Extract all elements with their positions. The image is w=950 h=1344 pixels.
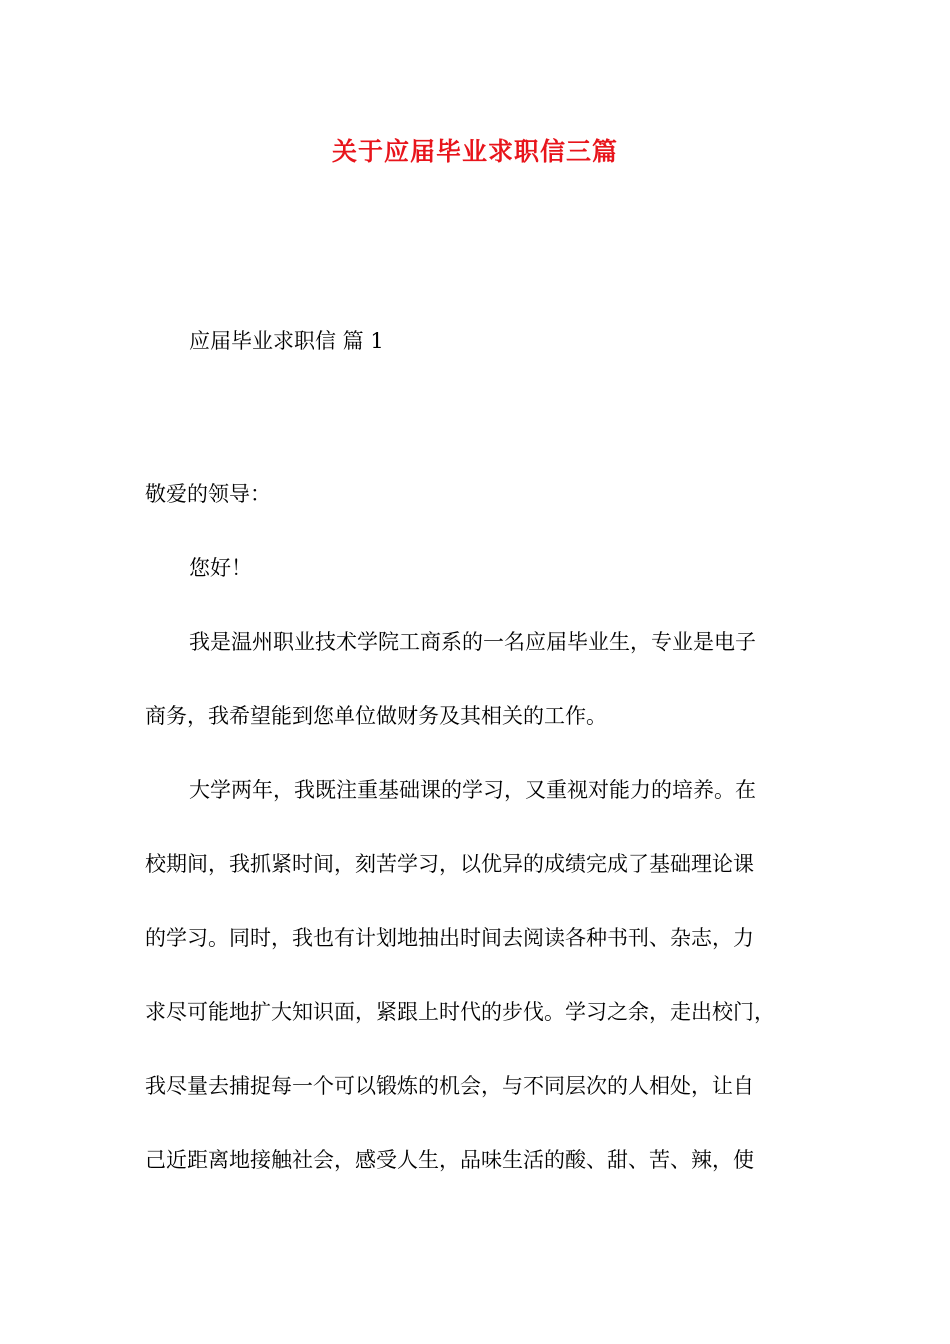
greeting: 您好！ [189, 556, 252, 580]
paragraph-line: 的学习。同时，我也有计划地抽出时间去阅读各种书刊、杂志，力 [145, 926, 754, 950]
paragraph-line: 我尽量去捕捉每一个可以锻炼的机会，与不同层次的人相处，让自 [145, 1074, 754, 1098]
section-heading: 应届毕业求职信 篇 1 [189, 329, 384, 353]
salutation: 敬爱的领导： [145, 482, 271, 506]
paragraph-line: 大学两年，我既注重基础课的学习，又重视对能力的培养。在 [189, 778, 756, 802]
document-title: 关于应届毕业求职信三篇 [331, 137, 618, 166]
paragraph-intro [145, 605, 810, 753]
paragraph-line: 求尽可能地扩大知识面，紧跟上时代的步伐。学习之余，走出校门， [145, 1000, 775, 1024]
paragraph-line: 校期间，我抓紧时间，刻苦学习，以优异的成绩完成了基础理论课 [145, 852, 754, 876]
paragraph-study [145, 753, 810, 1197]
paragraph-line: 商务，我希望能到您单位做财务及其相关的工作。 [145, 704, 607, 728]
paragraph-line: 己近距离地接触社会，感受人生，品味生活的酸、甜、苦、辣，使 [145, 1148, 754, 1172]
paragraph-line: 我是温州职业技术学院工商系的一名应届毕业生，专业是电子 [189, 630, 756, 654]
